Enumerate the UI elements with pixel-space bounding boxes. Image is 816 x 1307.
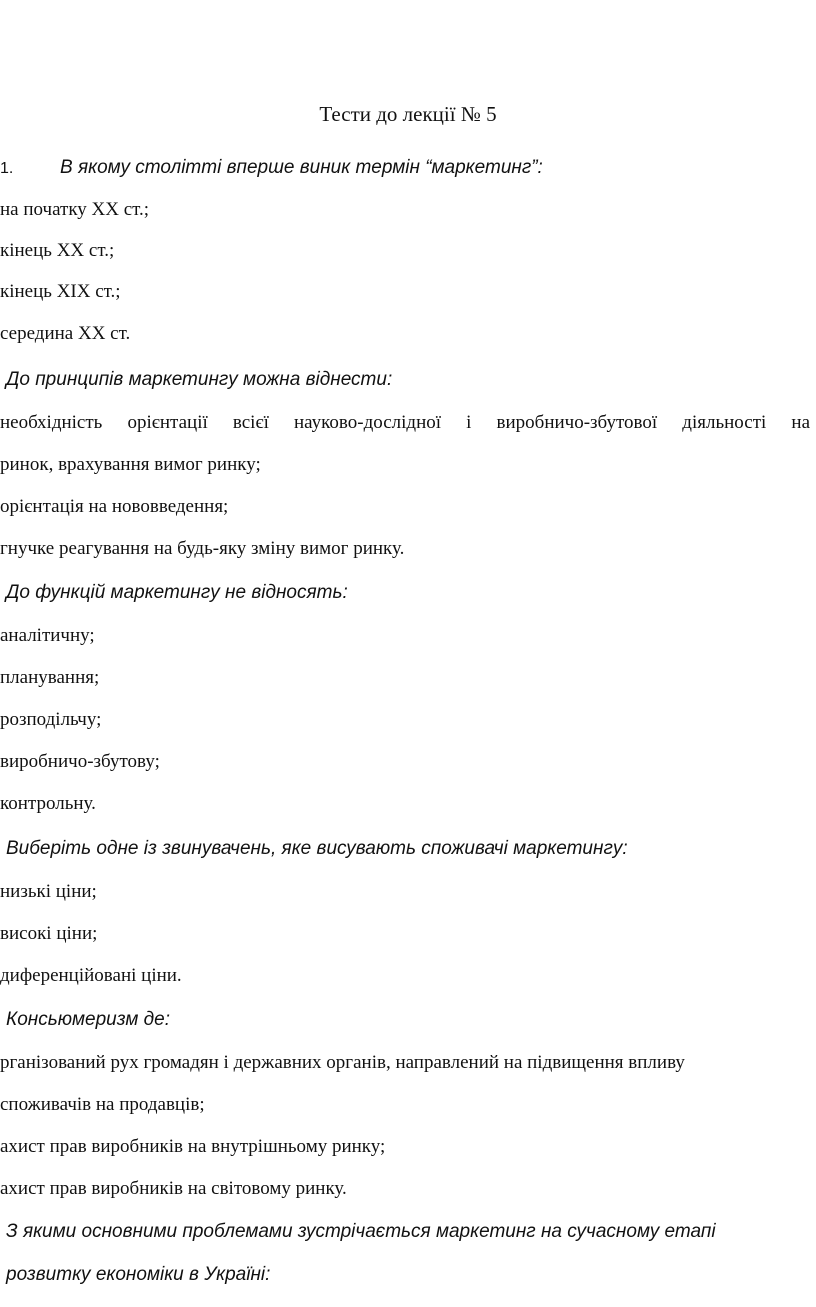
answer-3-d: виробничо-збутову; [0, 751, 160, 772]
answer-5-a-cont: споживачів на продавців; [0, 1094, 205, 1115]
answer-4-a: низькі ціни; [0, 881, 97, 902]
answer-2-b: орієнтація на нововведення; [0, 496, 229, 517]
answer-5-a: рганізований рух громадян і державних органів, направлений на підвищення впливу [0, 1052, 685, 1073]
answer-2-a: необхідність орієнтації всієї науково-дослідної і виробничо-збутової діяльності на [0, 412, 810, 433]
answer-2-c: гнучке реагування на будь-яку зміну вимог ринку. [0, 538, 405, 559]
question-number: 1. [0, 160, 14, 177]
question-3: До функцій маркетингу не відносять: [6, 582, 348, 603]
question-text: В якому столітті вперше виник термін “маркетинг”: [60, 157, 543, 178]
question-5: Консьюмеризм де: [6, 1009, 170, 1030]
answer-3-c: розподільчу; [0, 709, 102, 730]
answer-1-a: на початку ХХ ст.; [0, 199, 150, 220]
answer-1-b: кінець ХХ ст.; [0, 240, 115, 261]
question-4: Виберіть одне із звинувачень, яке висувають споживачі маркетингу: [6, 838, 628, 859]
document-title: Тести до лекції № 5 [319, 102, 497, 126]
answer-5-b: ахист прав виробників на внутрішньому ринку; [0, 1136, 386, 1157]
answer-3-e: контрольну. [0, 793, 96, 814]
question-6-line-2: розвитку економіки в Україні: [6, 1264, 271, 1285]
answer-4-b: високі ціни; [0, 923, 98, 944]
answer-2-a-cont: ринок, врахування вимог ринку; [0, 454, 261, 475]
answer-1-d: середина ХХ ст. [0, 323, 131, 344]
answer-3-a: аналітичну; [0, 625, 95, 646]
answer-4-c: диференційовані ціни. [0, 965, 182, 986]
answer-1-c: кінець ХІХ ст.; [0, 281, 121, 302]
question-1 [0, 155, 543, 182]
question-6-line-1: З якими основними проблемами зустрічається маркетинг на сучасному етапі [6, 1221, 716, 1242]
answer-3-b: планування; [0, 667, 100, 688]
question-2: До принципів маркетингу можна віднести: [6, 369, 393, 390]
answer-5-c: ахист прав виробників на світовому ринку. [0, 1178, 347, 1199]
